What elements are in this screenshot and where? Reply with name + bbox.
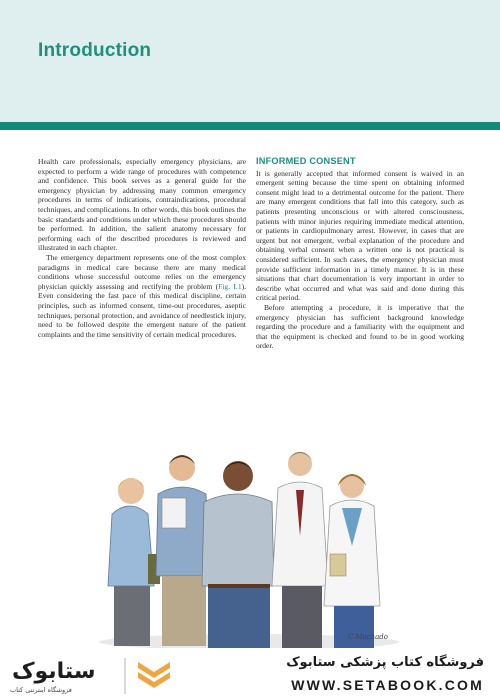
figure-reference-link[interactable]: Fig. I.1: [218, 281, 242, 291]
figure-man-clipboard: [156, 455, 210, 646]
logo-tagline: فروشگاه اینترنتی کتاب: [10, 686, 72, 694]
logo-wordmark: ستابوک: [12, 659, 96, 684]
intro-paragraph-2: The emergency department represents one of the most complex paradigms in medical care because there are many medical conditions whose successful outcome relies on the emergency physician quickly assessing and rectifying the problem (Fig. I.1). Even considering the fast pace of this medical discipline, certain principles, such as informed consent, time-out procedures, aseptic techniques, personal protection, and avoidance of needlestick injury, need to be followed despite the emergent nature of the patient complaints and the time sensitivity of certain medical procedures.: [38, 252, 246, 339]
right-column: [256, 157, 464, 351]
figure-doctor: [272, 452, 328, 648]
intro-paragraph-1: Health care professionals, especially emergency physicians, are expected to perform a wide range of procedures with competence and confidence. This book serves as a general guide for the emergency physician by addressing many common emergency procedures in terms of indications, contraindications, procedural techniques, and complications. In other words, this book outlines the basic standards and conditions under which these procedures should be performed. In addition, the salient anatomy necessary for performing each of the described procedures is reviewed and illustrated in each chapter.: [38, 157, 246, 253]
section-heading-informed-consent: INFORMED CONSENT: [256, 156, 356, 166]
consent-paragraph-2: Before attempting a procedure, it is imperative that the emergency physician has sufficient background knowledge regarding the procedure and a familiarity with the equipment and that the equipment is checked and found to be in good working order.: [256, 302, 464, 351]
page-title: Introduction: [38, 40, 152, 61]
store-url-link[interactable]: WWW.SETABOOK.COM: [291, 677, 484, 693]
header-divider: [0, 122, 500, 130]
left-column: [38, 157, 246, 339]
figure-man-center: [202, 461, 274, 648]
figure-nurse: [324, 474, 380, 648]
illustrator-signature: C.Machado: [348, 633, 388, 641]
medical-team-illustration: [96, 436, 402, 650]
store-name: فروشگاه کتاب پزشکی ستابوک: [286, 655, 484, 670]
figure-woman-left: [108, 478, 160, 646]
consent-paragraph-1: It is generally accepted that informed consent is waived in an emergent setting because the time spent on obtaining informed consent might lead to a detrimental outcome for the patient. There are many emergent conditions that fall into this category, such as patients presenting unconscious or with altered consciousness, patients with minor injuries requiring immediate medical attention, or patients in cardiopulmonary arrest. However, in cases that are urgent but not emergent, verbal explanation of the procedure and obtaining verbal consent when a written one is not practical is considered sufficient. In such cases, the emergency physician must provide sufficient information in a timely manner. It is in these situations that chart documentation is very important in order to describe what occurred and what was said and done during this critical period.: [256, 168, 464, 303]
